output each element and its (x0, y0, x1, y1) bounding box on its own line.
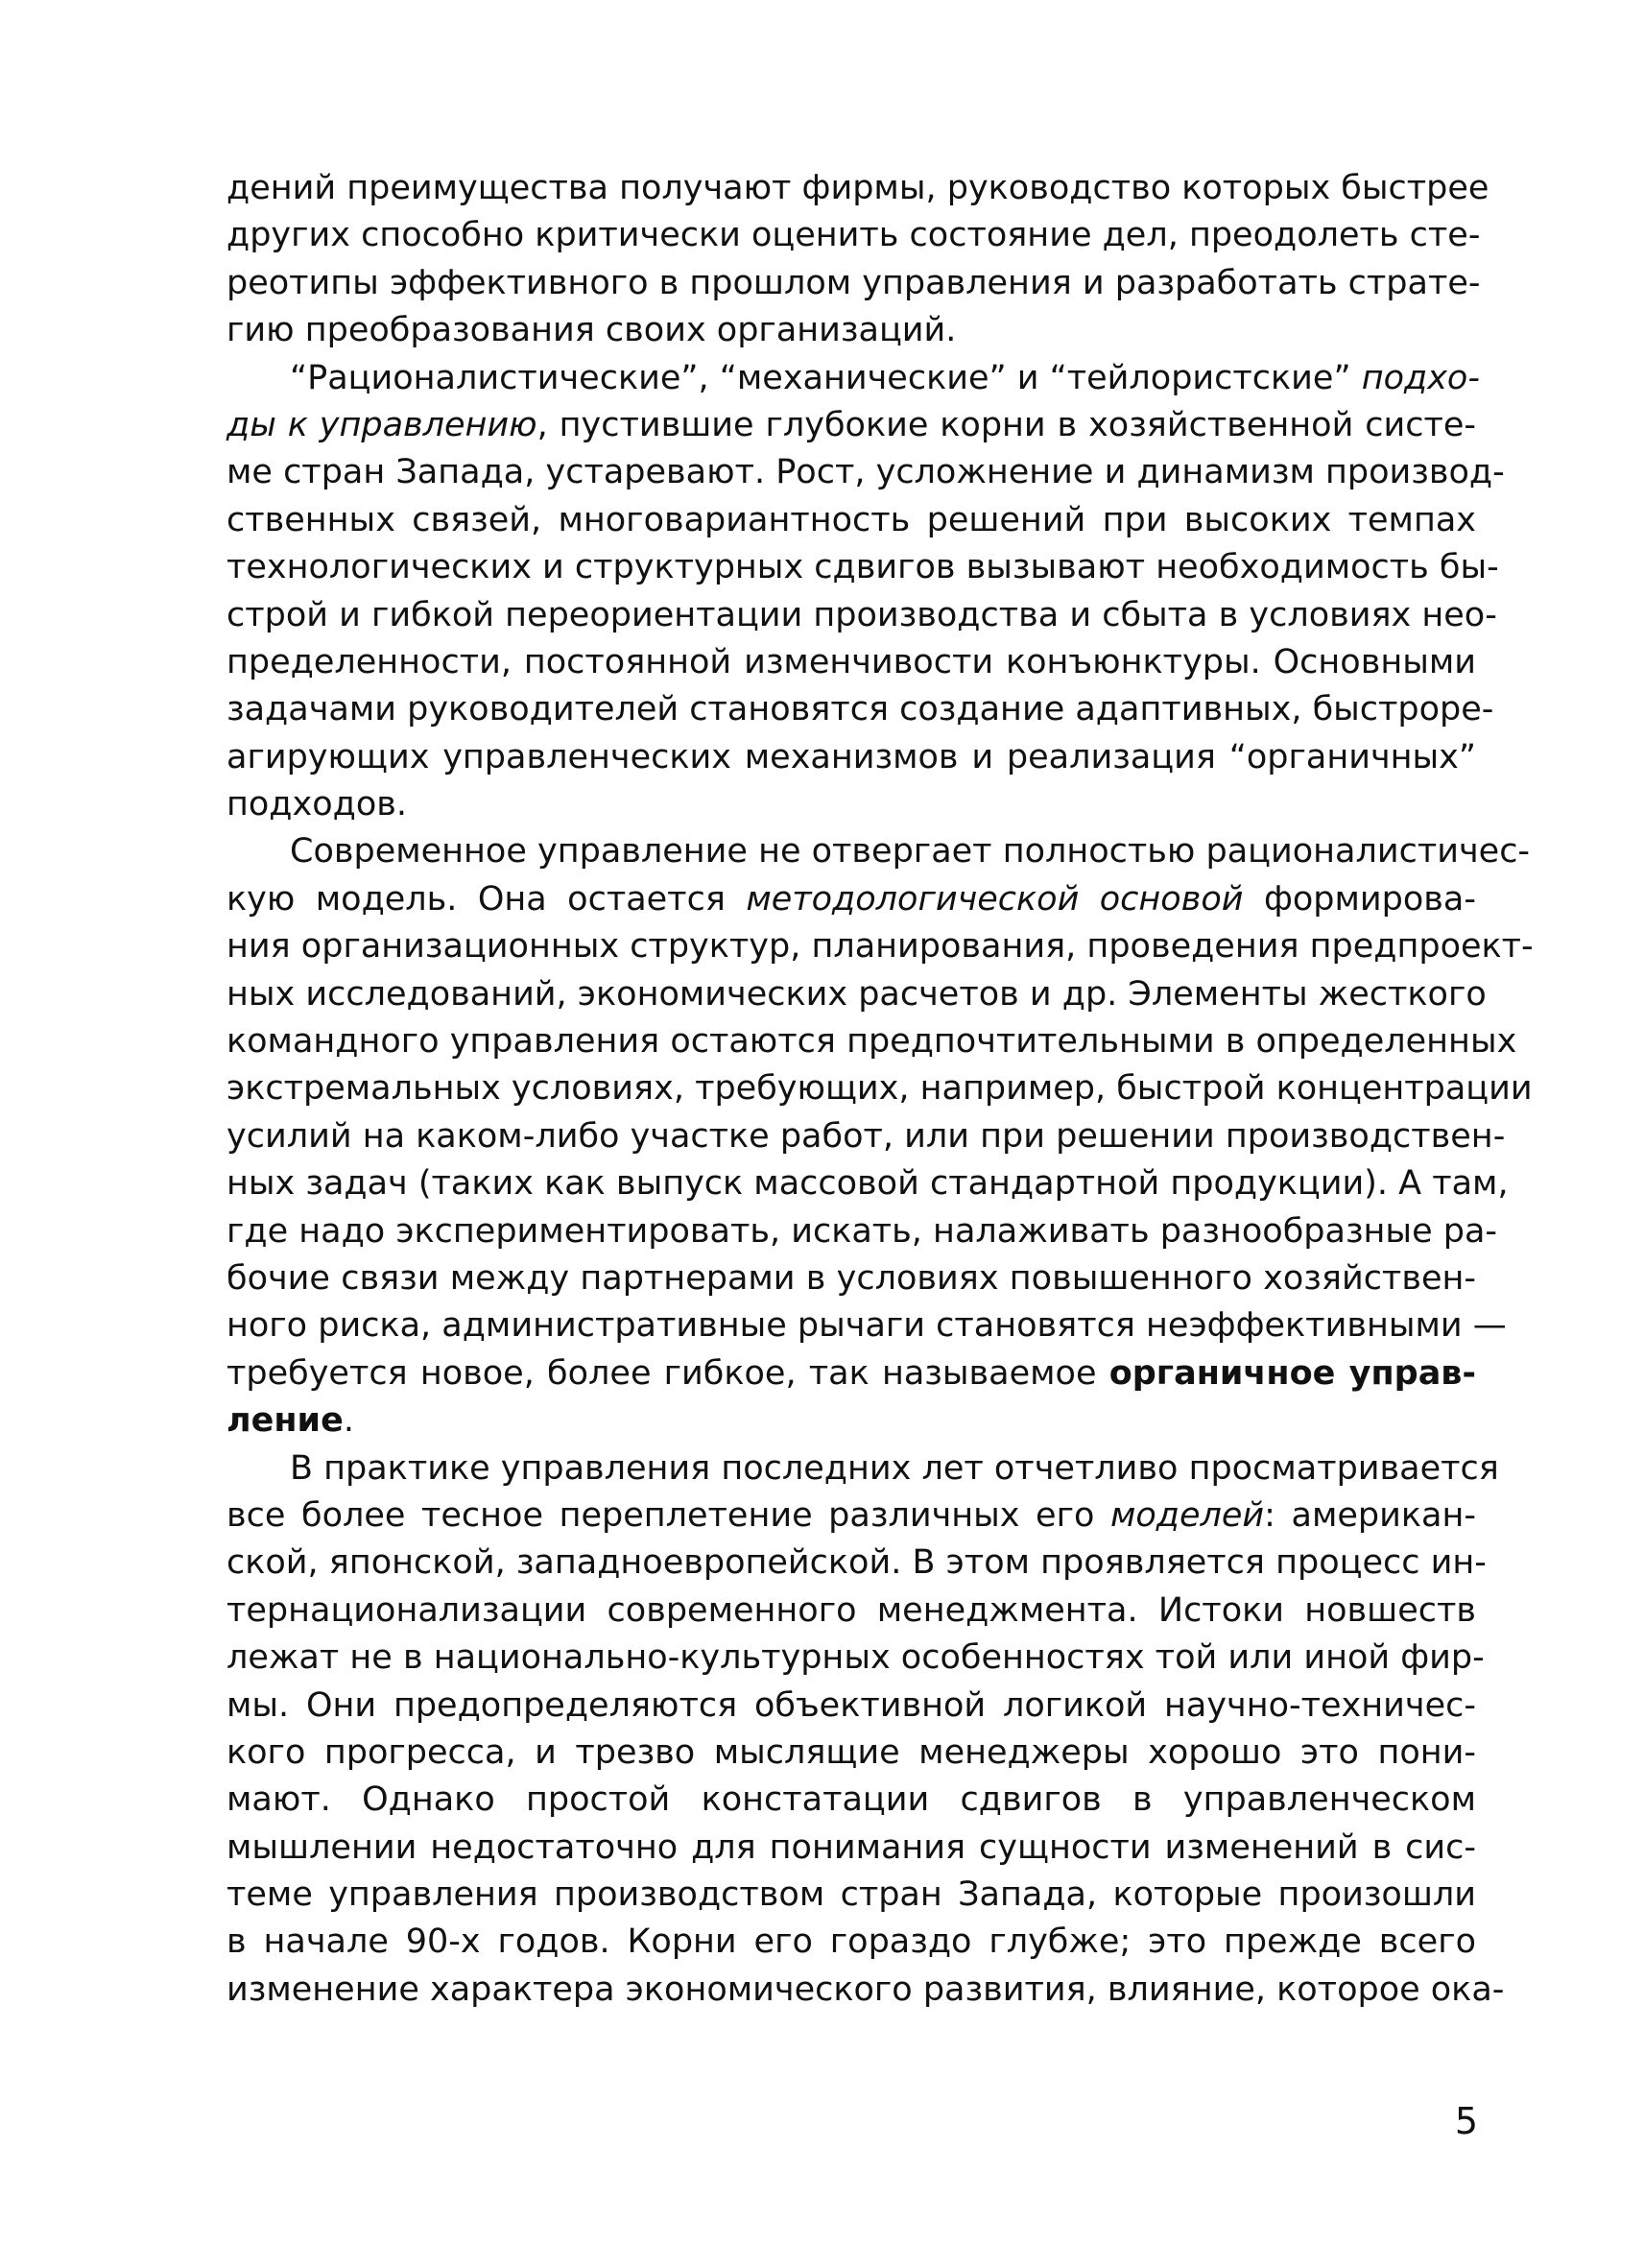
text-line (226, 355, 1480, 402)
text-segment: “Рационалистические”, “механические” и “тейлористские” (290, 358, 1362, 397)
text-line (226, 544, 1499, 591)
text-segment: задачами руководителей становятся создание адаптивных, быстроре- (226, 690, 1494, 729)
text-line (226, 1255, 1476, 1302)
text-segment: гию преобразования своих организаций. (226, 311, 957, 350)
text-segment: лежат не в национально-культурных особенностях той или иной фир- (226, 1638, 1485, 1678)
text-line (226, 402, 1476, 449)
text-segment: бочие связи между партнерами в условиях повышенного хозяйствен- (226, 1258, 1476, 1298)
paragraph (226, 165, 1489, 355)
text-segment: ме стран Запада, устаревают. Рост, усложнение и динамизм производ- (226, 453, 1505, 492)
text-segment: ской, японской, западноевропейской. В этом проявляется процесс ин- (226, 1543, 1487, 1583)
text-line (226, 1777, 1476, 1824)
text-segment: технологических и структурных сдвигов вызывают необходимость бы- (226, 548, 1499, 587)
text-line (226, 1113, 1506, 1160)
text-segment: подходов. (226, 785, 407, 824)
text-segment: теме управления производством стран Запада, которые произошли (226, 1875, 1476, 1915)
text-segment: тернационализации современного менеджмента. Истоки новшеств (226, 1590, 1476, 1630)
text-line (226, 828, 1531, 875)
text-line (226, 1872, 1476, 1919)
text-segment: пределенности, постоянной изменчивости конъюнктуры. Основными (226, 642, 1476, 681)
text-line (226, 307, 1476, 354)
text-segment: мышлении недостаточно для понимания сущности изменений в сис- (226, 1827, 1476, 1867)
text-segment: изменение характера экономического развития, влияние, которое ока- (226, 1970, 1505, 2009)
text-line (226, 971, 1487, 1018)
text-segment: В практике управления последних лет отчетливо просматривается (290, 1448, 1499, 1488)
text-line (226, 592, 1497, 639)
italic-term: ды к управлению (226, 405, 537, 444)
text-line (226, 1018, 1517, 1065)
text-segment: где надо экспериментировать, искать, налаживать разнообразные ра- (226, 1211, 1498, 1251)
text-segment: агирующих управленческих механизмов и реализация “органичных” (226, 737, 1476, 776)
bold-term: органичное управ- (1108, 1353, 1476, 1393)
text-segment: в начале 90-х годов. Корни его гораздо глубже; это прежде всего (226, 1922, 1476, 1962)
text-segment: , пустившие глубокие корни в хозяйственной систе- (536, 405, 1477, 444)
italic-term: методологической основой (746, 879, 1244, 919)
text-line (226, 1588, 1476, 1635)
text-segment: строй и гибкой переориентации производства и сбыта в условиях нео- (226, 595, 1497, 634)
text-line (226, 260, 1481, 307)
text-segment: усилий на каком-либо участке работ, или при решении производствен- (226, 1116, 1506, 1156)
text-line (226, 1919, 1476, 1966)
text-segment: все более тесное переплетение различных его (226, 1495, 1110, 1535)
paragraph (226, 828, 1534, 1444)
text-segment: : американ- (1264, 1495, 1476, 1535)
text-line (226, 1445, 1499, 1492)
text-line (226, 1683, 1476, 1730)
text-line (226, 1160, 1509, 1207)
text-line (226, 1397, 1476, 1444)
bold-term: ление (226, 1401, 344, 1441)
page-body-text (226, 165, 1534, 2014)
text-line (226, 781, 1476, 828)
text-segment: других способно критически оценить состояние дел, преодолеть сте- (226, 216, 1481, 255)
text-line (226, 1730, 1476, 1777)
text-line (226, 449, 1505, 496)
text-line (226, 165, 1489, 212)
text-line (226, 497, 1476, 544)
page-number: 5 (1454, 2100, 1478, 2142)
text-line (226, 876, 1476, 923)
text-segment: ных задач (таких как выпуск массовой стандартной продукции). А там, (226, 1164, 1509, 1204)
text-line (226, 1635, 1485, 1682)
italic-term: моделей (1109, 1495, 1265, 1535)
text-line (226, 1208, 1498, 1255)
text-line (226, 1540, 1487, 1587)
text-line (226, 1065, 1533, 1112)
text-line (226, 1825, 1476, 1872)
text-segment: экстремальных условиях, требующих, например, быстрой концентрации (226, 1069, 1533, 1109)
text-line (226, 686, 1494, 733)
text-segment: ния организационных структур, планирования, проведения предпроект- (226, 927, 1534, 967)
text-segment: ного риска, административные рычаги становятся неэффективными — (226, 1306, 1507, 1346)
text-segment: требуется новое, более гибкое, так называемое (226, 1353, 1109, 1393)
text-line (226, 212, 1481, 259)
italic-term: подхо- (1361, 358, 1480, 397)
paragraph (226, 355, 1505, 829)
text-line (226, 1302, 1507, 1349)
text-segment: ственных связей, многовариантность решений при высоких темпах (226, 500, 1476, 539)
text-line (226, 1967, 1505, 2014)
text-segment: мы. Они предопределяются объективной логикой научно-техничес- (226, 1685, 1476, 1725)
text-line (226, 639, 1476, 686)
text-line (226, 1492, 1476, 1540)
text-segment: реотипы эффективного в прошлом управления и разработать страте- (226, 263, 1481, 302)
text-segment: формирова- (1243, 879, 1476, 919)
text-segment: мают. Однако простой констатации сдвигов в управленческом (226, 1780, 1476, 1820)
text-segment: кую модель. Она остается (226, 879, 747, 919)
text-segment: . (343, 1401, 354, 1441)
text-line (226, 1350, 1476, 1397)
text-segment: кого прогресса, и трезво мыслящие менеджеры хорошо это пони- (226, 1732, 1476, 1772)
text-segment: Современное управление не отвергает полностью рационалистичес- (290, 832, 1531, 871)
text-segment: ных исследований, экономических расчетов и др. Элементы жесткого (226, 974, 1487, 1014)
text-line (226, 734, 1476, 781)
paragraph (226, 1445, 1505, 2015)
text-segment: командного управления остаются предпочтительными в определенных (226, 1022, 1517, 1062)
text-segment: дений преимущества получают фирмы, руководство которых быстрее (226, 169, 1489, 207)
text-line (226, 923, 1534, 970)
